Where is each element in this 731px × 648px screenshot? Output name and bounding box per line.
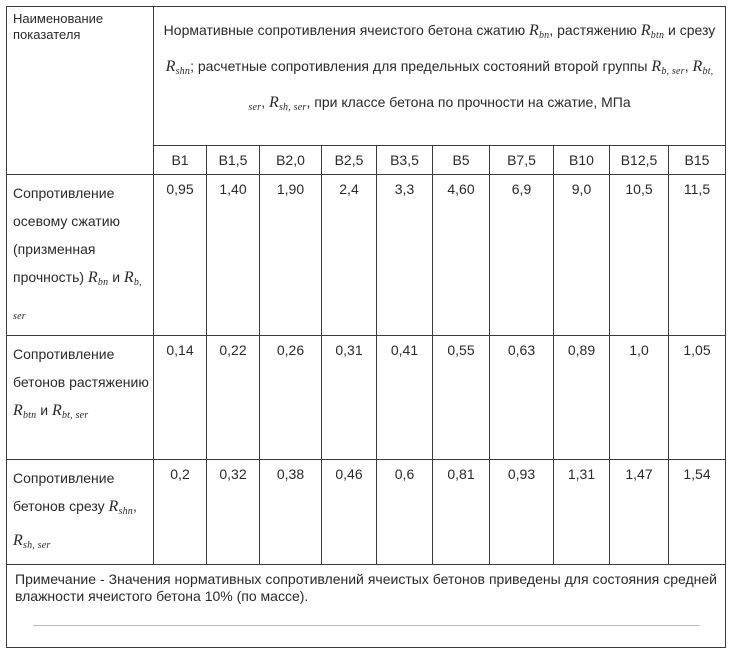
symbol-r-bn: $R_{bn}$ [87, 269, 109, 288]
value-cell: 0,89 [554, 336, 610, 460]
header-text-part: ; расчетные сопротивления для предельных состояний второй группы [190, 58, 652, 74]
value-cell: 0,6 [377, 460, 433, 565]
value-cell: 9,0 [554, 175, 610, 336]
note-row [7, 565, 726, 648]
value-cell: 1,54 [669, 460, 726, 565]
symbol-r-btn: $R_{btn}$ [13, 402, 37, 421]
concrete-resistance-table [6, 6, 726, 648]
value-cell: 0,81 [433, 460, 490, 565]
row-label-shear: Сопротивление бетонов срезу $R_{shn}$, $R_{sh, ser}$ [7, 460, 154, 565]
value-cell: 1,47 [610, 460, 669, 565]
table-row [7, 460, 726, 565]
class-header-cell: B2,5 [322, 146, 377, 175]
value-cell: 0,26 [260, 336, 322, 460]
note-text: Примечание - Значения нормативных сопротивлений ячеистых бетонов приведены для состояния средней влажности ячеистого бетона 10% (по массе). [7, 565, 726, 648]
value-cell: 1,0 [610, 336, 669, 460]
value-cell: 1,05 [669, 336, 726, 460]
header-text-part: , при классе бетона по прочности на сжатие, МПа [306, 94, 631, 110]
header-text-part: , [261, 94, 269, 110]
class-header-cell: B1,5 [207, 146, 260, 175]
class-header-cell: B15 [669, 146, 726, 175]
symbol-r-shn: $R_{shn}$ [165, 58, 191, 77]
page-bottom-rule [33, 625, 700, 626]
class-header-cell: B1 [154, 146, 207, 175]
value-cell: 4,60 [433, 175, 490, 336]
class-header-cell: B10 [554, 146, 610, 175]
value-cell: 0,14 [154, 336, 207, 460]
table-row [7, 175, 726, 336]
header-text-part: , растяжению [549, 22, 641, 38]
value-cell: 0,46 [322, 460, 377, 565]
value-cell: 0,93 [490, 460, 554, 565]
class-header-cell: B3,5 [377, 146, 433, 175]
value-cell: 0,22 [207, 336, 260, 460]
symbol-r-shn: $R_{shn}$ [108, 498, 133, 517]
header-text-part: , [684, 58, 693, 74]
value-cell: 0,2 [154, 460, 207, 565]
value-cell: 6,9 [490, 175, 554, 336]
class-header-cell: B5 [433, 146, 490, 175]
value-cell: 0,31 [322, 336, 377, 460]
symbol-r-b-ser: $R_{b, ser}$ [13, 269, 142, 322]
value-cell: 3,3 [377, 175, 433, 336]
value-cell: 10,5 [610, 175, 669, 336]
value-cell: 0,55 [433, 336, 490, 460]
row-label-compression: Сопротивление осевому сжатию (призменная прочность) $R_{bn}$ и $R_{b, ser}$ [7, 175, 154, 336]
document-page [6, 6, 725, 648]
value-cell: 1,31 [554, 460, 610, 565]
indicator-header-text: Наименование показателя [13, 11, 104, 42]
value-cell: 0,95 [154, 175, 207, 336]
value-cell: 0,32 [207, 460, 260, 565]
value-cell: 1,90 [260, 175, 322, 336]
symbol-r-b-ser: $R_{b, ser}$ [651, 58, 685, 77]
header-text-part: Нормативные сопротивления ячеистого бетона сжатию [163, 22, 529, 38]
value-cell: 11,5 [669, 175, 726, 336]
value-cell: 1,40 [207, 175, 260, 336]
class-header-cell: B2,0 [260, 146, 322, 175]
header-text-part: и срезу [664, 22, 716, 38]
class-header-cell: B7,5 [490, 146, 554, 175]
value-cell: 0,41 [377, 336, 433, 460]
value-cell: 0,63 [490, 336, 554, 460]
indicator-header-cell [7, 7, 154, 175]
symbol-r-sh-ser: $R_{sh, ser}$ [268, 94, 307, 113]
value-cell: 2,4 [322, 175, 377, 336]
row-label-tension: Сопротивление бетонов растяжению $R_{btn}$ и $R_{bt, ser}$ [7, 336, 154, 460]
symbol-r-btn: $R_{btn}$ [640, 22, 665, 41]
symbol-r-bn: $R_{bn}$ [528, 22, 550, 41]
norm-header-cell [154, 7, 726, 146]
symbol-r-sh-ser: $R_{sh, ser}$ [13, 532, 51, 551]
symbol-r-bt-ser: $R_{bt, ser}$ [248, 58, 714, 113]
symbol-r-bt-ser: $R_{bt, ser}$ [51, 402, 89, 421]
value-cell: 0,38 [260, 460, 322, 565]
class-header-cell: B12,5 [610, 146, 669, 175]
table-row [7, 336, 726, 460]
